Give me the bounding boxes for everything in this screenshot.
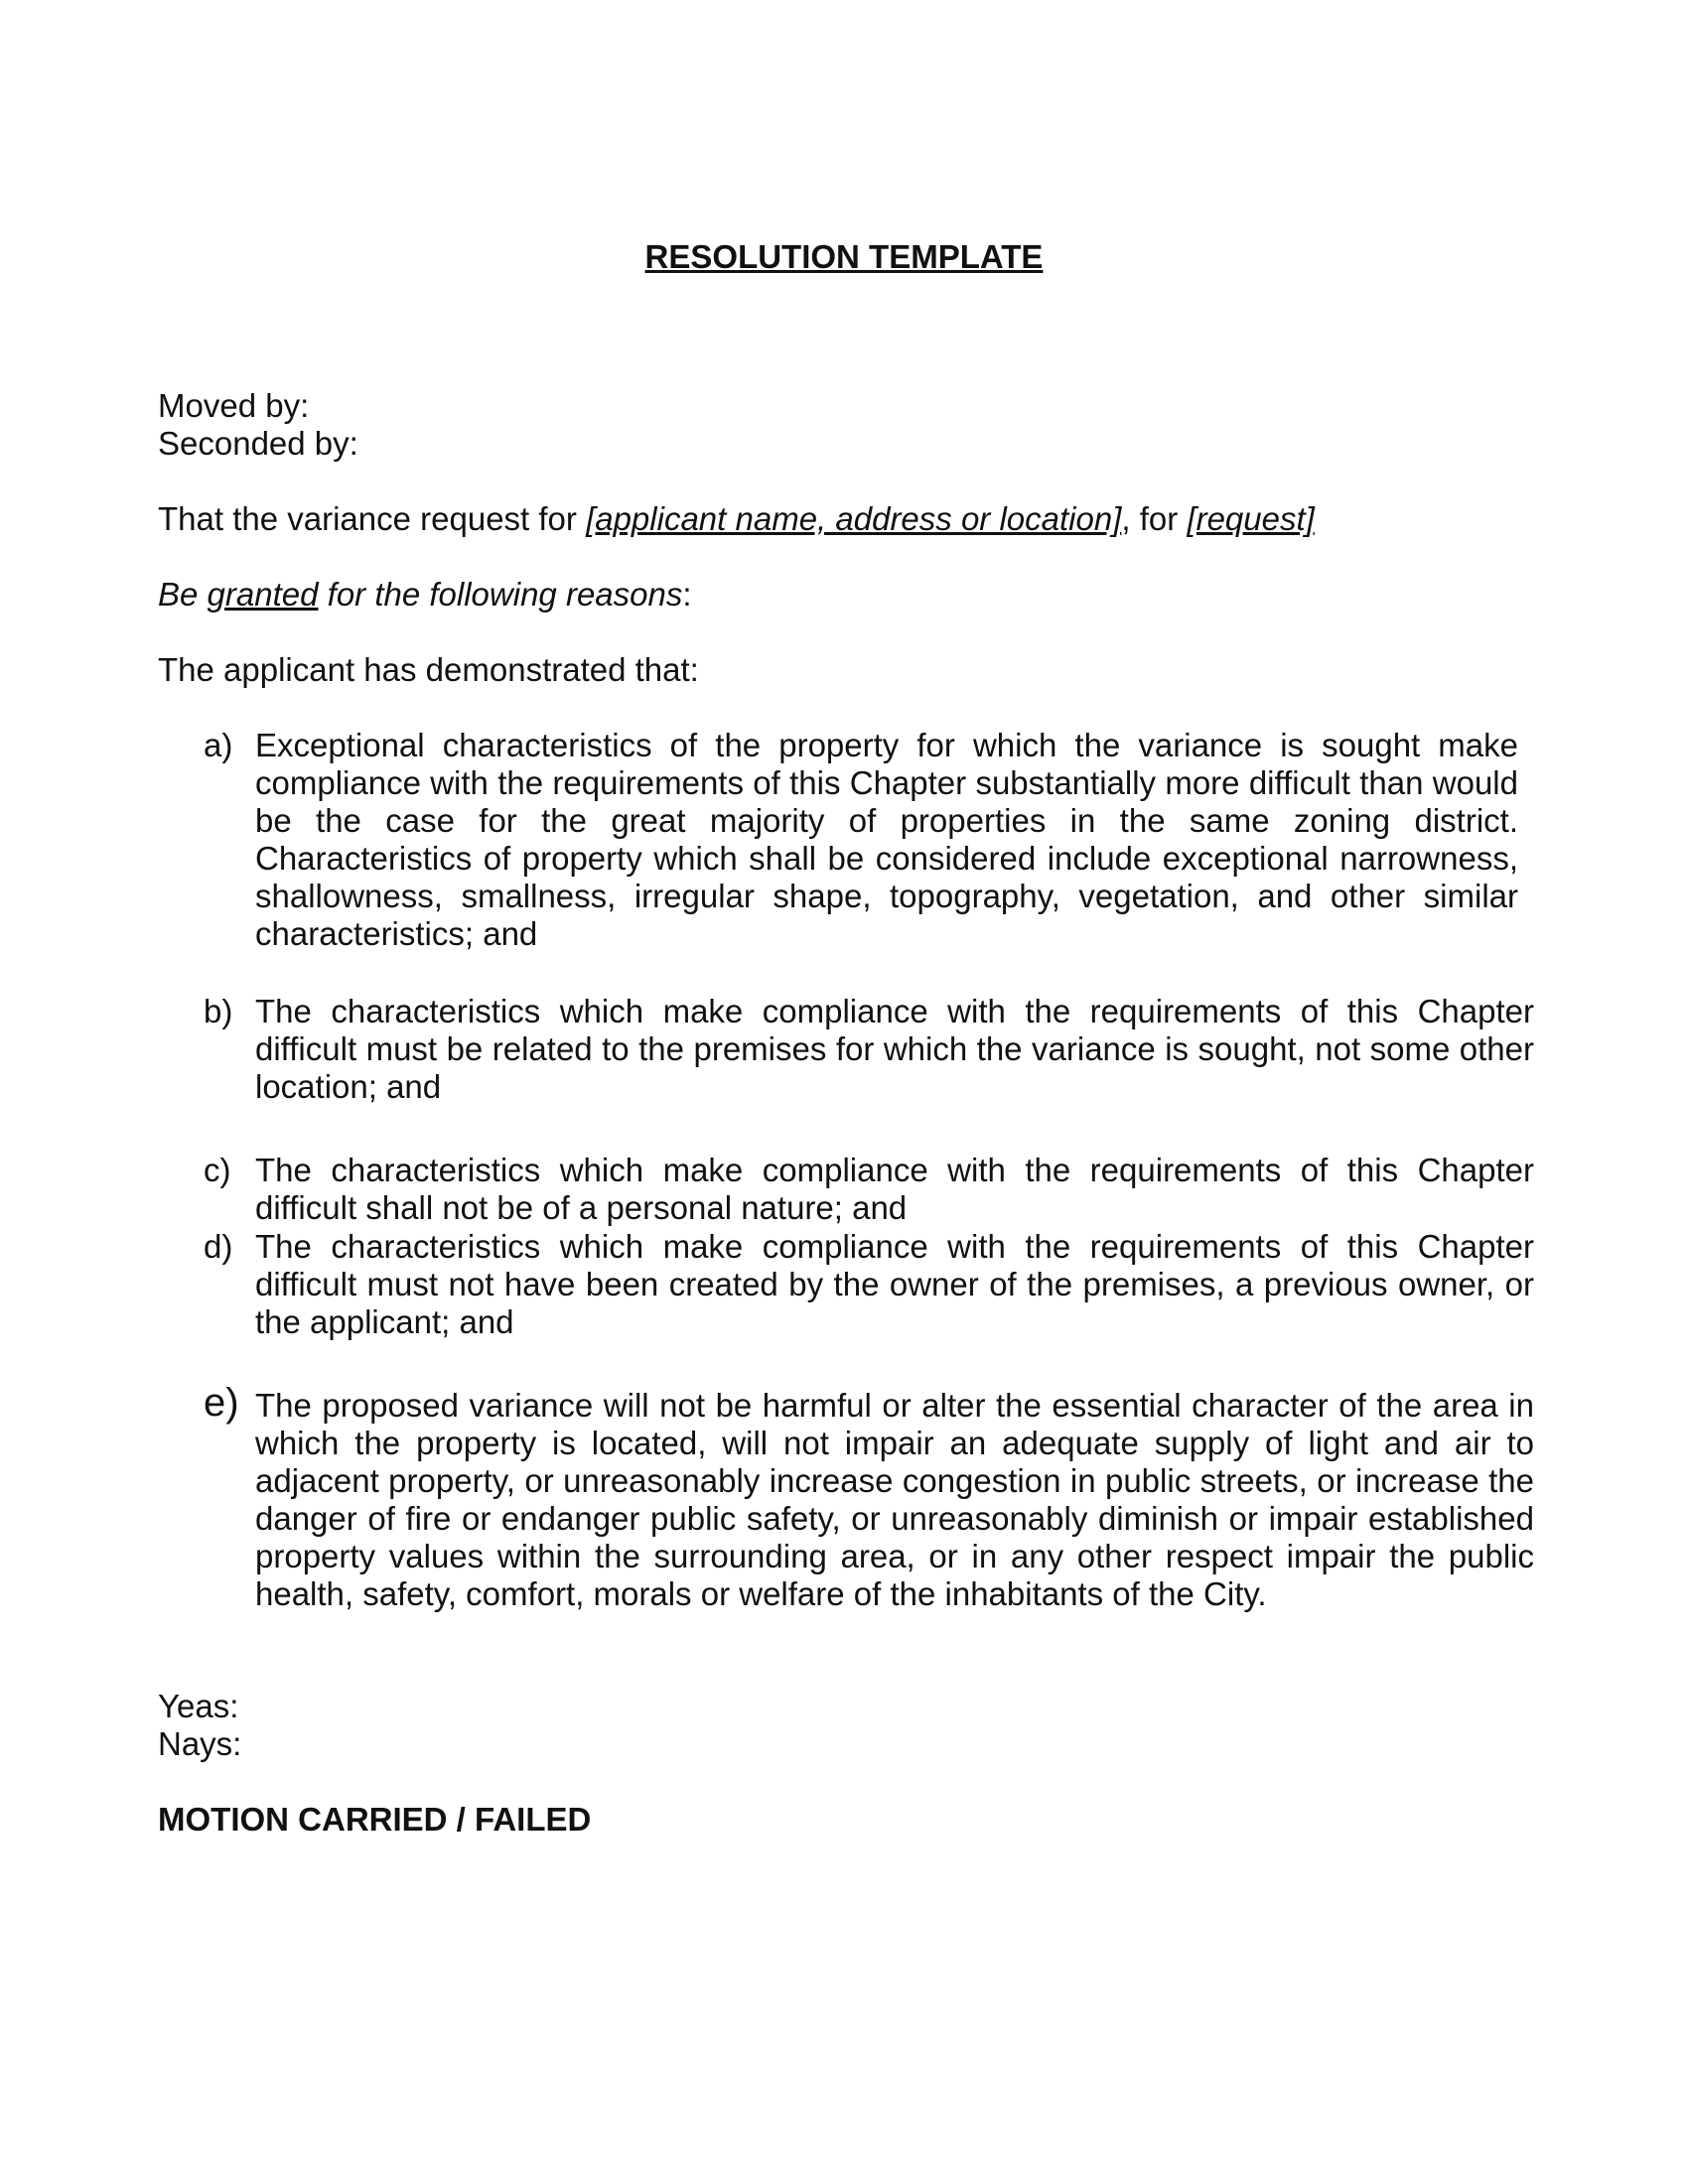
request-middle: , for xyxy=(1121,500,1188,537)
list-item-b xyxy=(204,993,1534,1106)
request-placeholder: [request] xyxy=(1187,500,1315,537)
list-marker-d: d) xyxy=(204,1228,233,1265)
granted-be: Be xyxy=(158,576,208,613)
request-prefix: That the variance request for xyxy=(158,500,587,537)
list-text-a: Exceptional characteristics of the property for which the variance is sought make compliance with the requirements of this Chapter substantially more difficult than would be the case for the great majority of properties in the same zoning district. Characteristics of property which shall be considered include exceptional narrowness, shallowness, smallness, irregular shape, topography, vegetation, and other similar characteristics; and xyxy=(255,727,1518,952)
list-item-c xyxy=(204,1152,1534,1227)
granted-rest: for the following reasons xyxy=(318,576,683,613)
list-item-e xyxy=(204,1381,1534,1613)
list-marker-c: c) xyxy=(204,1152,231,1188)
list-text-b: The characteristics which make compliance with the requirements of this Chapter difficult must be related to the premises for which the variance is sought, not some other location; and xyxy=(255,993,1534,1105)
list-marker-e: e) xyxy=(204,1381,239,1425)
granted-word: granted xyxy=(207,576,319,613)
list-text-c: The characteristics which make compliance with the requirements of this Chapter difficult shall not be of a personal nature; and xyxy=(255,1152,1534,1226)
list-text-e: The proposed variance will not be harmful or alter the essential character of the area in which the property is located, will not impair an adequate supply of light and air to adjacent property, or unreasonably increase congestion in public streets, or increase the danger of fire or endanger public safety, or unreasonably diminish or impair established property values within the surrounding area, or in any other respect impair the public health, safety, comfort, morals or welfare of the inhabitants of the City. xyxy=(255,1387,1534,1612)
yeas-label: Yeas: xyxy=(158,1688,239,1724)
variance-request-line xyxy=(158,500,1315,538)
list-text-d: The characteristics which make compliance with the requirements of this Chapter difficult must not have been created by the owner of the premises, a previous owner, or the applicant; and xyxy=(255,1228,1534,1340)
list-marker-b: b) xyxy=(204,993,233,1029)
nays-label: Nays: xyxy=(158,1725,242,1762)
list-item-a xyxy=(204,727,1518,953)
document-title: RESOLUTION TEMPLATE xyxy=(644,238,1044,275)
granted-colon: : xyxy=(682,576,692,613)
motion-result: MOTION CARRIED / FAILED xyxy=(158,1801,592,1838)
seconded-by-label: Seconded by: xyxy=(158,425,358,462)
applicant-placeholder: [applicant name, address or location] xyxy=(586,500,1122,537)
intro-line: The applicant has demonstrated that: xyxy=(158,651,699,688)
moved-by-label: Moved by: xyxy=(158,387,310,424)
list-marker-a: a) xyxy=(204,727,233,763)
granted-line xyxy=(158,576,692,614)
list-item-d xyxy=(204,1228,1534,1341)
